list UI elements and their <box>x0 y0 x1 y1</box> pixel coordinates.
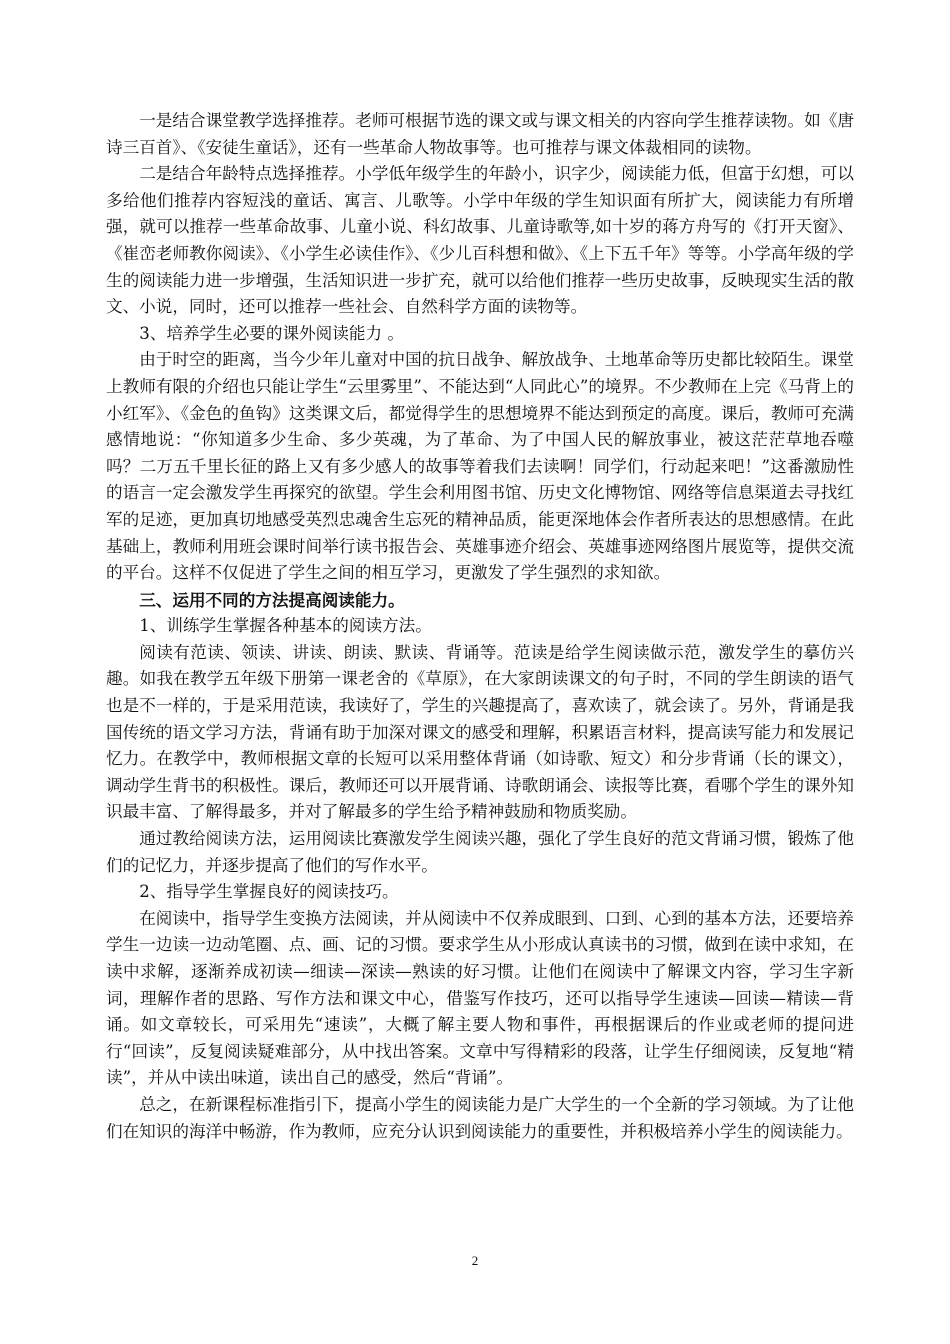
body-paragraph: 在阅读中，指导学生变换方法阅读，并从阅读中不仅养成眼到、口到、心到的基本方法，还要培养学生一边读一边动笔圈、点、画、记的习惯。要求学生从小形成认真读书的习惯，做到在读中求知，在读中求解，逐渐养成初读—细读—深读—熟读的好习惯。让他们在阅读中了解课文内容，学习生字新词，理解作者的思路、写作方法和课文中心，借鉴写作技巧，还可以指导学生速读—回读—精读—背诵。如文章较长，可采用先“速读”，大概了解主要人物和事件，再根据课后的作业或老师的提问进行“回读”，反复阅读疑难部分，从中找出答案。文章中写得精彩的段落，让学生仔细阅读，反复地“精读”，并从中读出味道，读出自己的感受，然后“背诵”。 <box>106 908 854 1088</box>
body-paragraph: 二是结合年龄特点选择推荐。小学低年级学生的年龄小，识字少，阅读能力低，但富于幻想，可以多给他们推荐内容短浅的童话、寓言、儿歌等。小学中年级的学生知识面有所扩大，阅读能力有所增强，就可以推荐一些革命故事、儿童小说、科幻故事、儿童诗歌等,如十岁的蒋方舟写的《打开天窗》、《崔峦老师教你阅读》、《小学生必读佳作》、《少儿百科想和做》、《上下五千年》等等。小学高年级的学生的阅读能力进一步增强，生活知识进一步扩充，就可以给他们推荐一些历史故事，反映现实生活的散文、小说，同时，还可以推荐一些社会、自然科学方面的读物等。 <box>106 164 854 317</box>
document-body <box>106 108 854 1145</box>
body-paragraph: 总之，在新课程标准指引下，提高小学生的阅读能力是广大学生的一个全新的学习领域。为了让他们在知识的海洋中畅游，作为教师，应充分认识到阅读能力的重要性，并积极培养小学生的阅读能力。 <box>106 1094 854 1141</box>
body-paragraph: 由于时空的距离，当今少年儿童对中国的抗日战争、解放战争、土地革命等历史都比较陌生。课堂上教师有限的介绍也只能让学生“云里雾里”、不能达到“人同此心”的境界。不少教师在上完《马背上的小红军》、《金色的鱼钩》这类课文后，都觉得学生的思想境界不能达到预定的高度。课后，教师可充满感情地说：“你知道多少生命、多少英魂，为了革命、为了中国人民的解放事业，被这茫茫草地吞噬吗？二万五千里长征的路上又有多少感人的故事等着我们去读啊！同学们，行动起来吧！”这番激励性的语言一定会激发学生再探究的欲望。学生会利用图书馆、历史文化博物馆、网络等信息渠道去寻找红军的足迹，更加真切地感受英烈忠魂舍生忘死的精神品质，能更深地体会作者所表达的思想感情。在此基础上，教师利用班会课时间举行读书报告会、英雄事迹介绍会、英雄事迹网络图片展览等，提供交流的平台。这样不仅促进了学生之间的相互学习，更激发了学生强烈的求知欲。 <box>106 350 854 583</box>
body-paragraph: 通过教给阅读方法，运用阅读比赛激发学生阅读兴趣，强化了学生良好的范文背诵习惯，锻炼了他们的记忆力，并逐步提高了他们的写作水平。 <box>106 829 854 875</box>
body-paragraph: 一是结合课堂教学选择推荐。老师可根据节选的课文或与课文相关的内容向学生推荐读物。如《唐诗三百首》、《安徒生童话》，还有一些革命人物故事等。也可推荐与课文体裁相同的读物。 <box>106 111 854 157</box>
body-paragraph: 3、培养学生必要的课外阅读能力 。 <box>139 323 404 343</box>
body-paragraph: 阅读有范读、领读、讲读、朗读、默读、背诵等。范读是给学生阅读做示范，激发学生的摹仿兴趣。如我在教学五年级下册第一课老舍的《草原》，在大家朗读课文的句子时，不同的学生朗读的语气也是不一样的，于是采用范读，我读好了，学生的兴趣提高了，喜欢读了，就会读了。另外，背诵是我国传统的语文学习方法，背诵有助于加深对课文的感受和理解，积累语言材料，提高读写能力和发展记忆力。在教学中，教师根据文章的长短可以采用整体背诵（如诗歌、短文）和分步背诵（长的课文），调动学生背书的积极性。课后，教师还可以开展背诵、诗歌朗诵会、读报等比赛，看哪个学生的课外知识最丰富、了解得最多，并对了解最多的学生给予精神鼓励和物质奖励。 <box>106 642 854 822</box>
page-number: 2 <box>471 1253 479 1268</box>
body-paragraph: 1、训练学生掌握各种基本的阅读方法。 <box>139 616 432 636</box>
section-heading: 三、运用不同的方法提高阅读能力。 <box>139 589 405 610</box>
body-paragraph: 2、指导学生掌握良好的阅读技巧。 <box>139 882 399 902</box>
